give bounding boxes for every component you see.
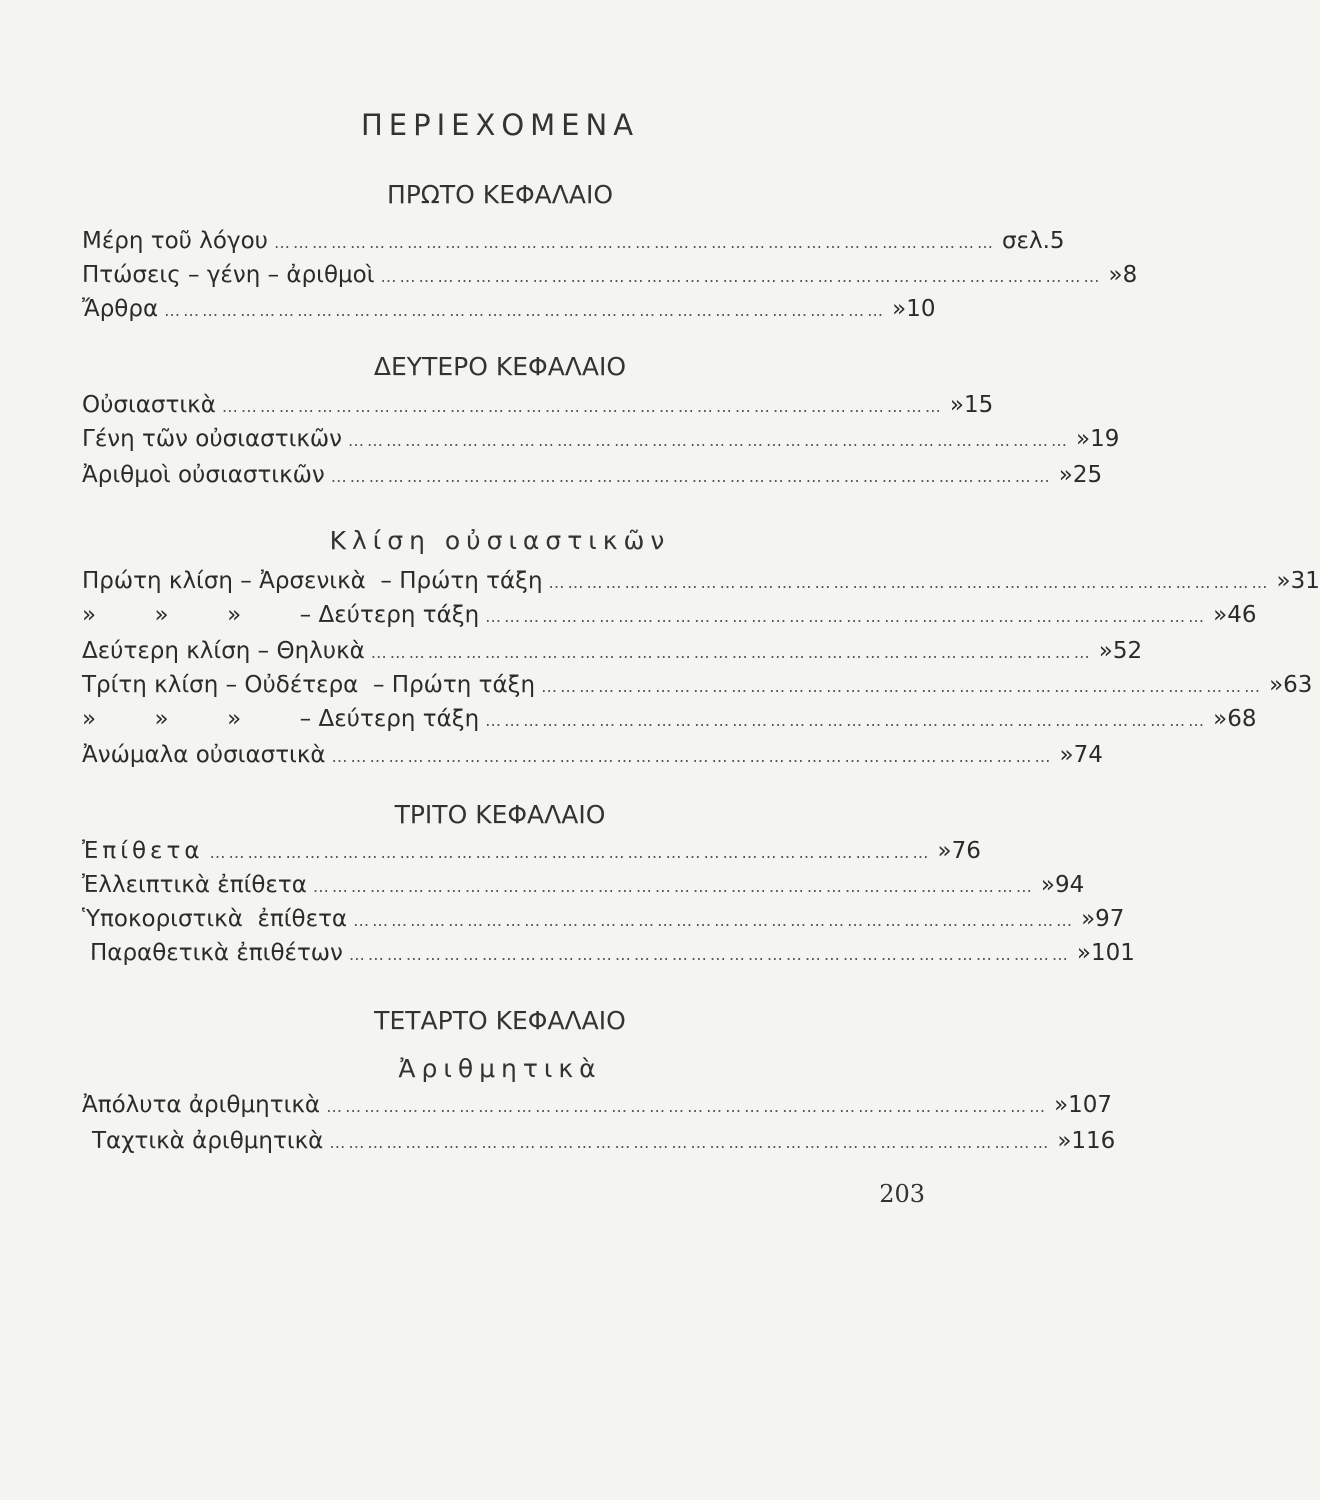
toc-entry: Γένη τῶν οὐσιαστικῶν …………………………………………………………………………………………………… » 19 bbox=[82, 422, 922, 456]
toc-entry: Πρώτη κλίση – Ἀρσενικὰ – Πρώτη τάξη …………………………………………………………………………………………………… » 31 bbox=[82, 564, 922, 598]
dot-leader: …………………………………………………………………………………………………… bbox=[380, 267, 1103, 286]
chapter-2-heading: ΔΕΥΤΕΡΟ ΚΕΦΑΛΑΙΟ bbox=[373, 352, 627, 381]
dot-leader: …………………………………………………………………………………………………… bbox=[370, 643, 1093, 662]
page-title: ΠΕΡΙΕΧΟΜΕΝΑ bbox=[360, 108, 640, 142]
toc-entry: Ἀπόλυτα ἀριθμητικὰ …………………………………………………………………………………………………… » 107 bbox=[82, 1088, 922, 1122]
page-number: 203 bbox=[879, 1180, 925, 1208]
dot-leader: …………………………………………………………………………………………………… bbox=[348, 431, 1071, 450]
dot-leader: …………………………………………………………………………………………………… bbox=[164, 301, 887, 320]
toc-entry: Τρίτη κλίση – Οὐδέτερα – Πρώτη τάξη …………………………………………………………………………………………………… » 63 bbox=[82, 668, 922, 702]
chapter-4-heading: ΤΕΤΑΡΤΟ ΚΕΦΑΛΑΙΟ bbox=[374, 1006, 626, 1035]
toc-entry: Ἄρθρα …………………………………………………………………………………………………… » 10 bbox=[82, 292, 922, 326]
toc-entry: » » » – Δεύτερη τάξη …………………………………………………………………………………………………… » 46 bbox=[82, 598, 922, 632]
dot-leader: …………………………………………………………………………………………………… bbox=[273, 233, 996, 252]
toc-entry: Δεύτερη κλίση – Θηλυκὰ …………………………………………………………………………………………………… » 52 bbox=[82, 634, 922, 668]
dot-leader: …………………………………………………………………………………………………… bbox=[485, 607, 1208, 626]
toc-entry: Ἀριθμοὶ οὐσιαστικῶν …………………………………………………………………………………………………… » 25 bbox=[82, 458, 922, 492]
toc-entry: Ὑποκοριστικὰ ἐπίθετα …………………………………………………………………………………………………… » 97 bbox=[82, 902, 922, 936]
toc-entry: Οὐσιαστικὰ …………………………………………………………………………………………………… » 15 bbox=[82, 388, 922, 422]
dot-leader: …………………………………………………………………………………………………… bbox=[348, 945, 1071, 964]
toc-entry: Ἐλλειπτικὰ ἐπίθετα …………………………………………………………………………………………………… » 94 bbox=[82, 868, 922, 902]
toc-entry: Ἐπίθετα …………………………………………………………………………………………………… » 76 bbox=[82, 834, 922, 868]
dot-leader: …………………………………………………………………………………………………… bbox=[331, 747, 1054, 766]
toc-entry: Πτώσεις – γένη – ἀριθμοὶ …………………………………………………………………………………………………… » 8 bbox=[82, 258, 922, 292]
numerals-subheading: Ἀριθμητικὰ bbox=[398, 1054, 602, 1083]
dot-leader: …………………………………………………………………………………………………… bbox=[221, 397, 944, 416]
declension-subheading: Κλίση οὐσιαστικῶν bbox=[329, 526, 671, 555]
toc-entry: Ταχτικὰ ἀριθμητικὰ …………………………………………………………………………………………………… » 116 bbox=[82, 1124, 922, 1158]
dot-leader: …………………………………………………………………………………………………… bbox=[326, 1097, 1049, 1116]
dot-leader: …………………………………………………………………………………………………… bbox=[209, 843, 932, 862]
dot-leader: …………………………………………………………………………………………………… bbox=[548, 573, 1271, 592]
dot-leader: …………………………………………………………………………………………………… bbox=[312, 877, 1035, 896]
dot-leader: …………………………………………………………………………………………………… bbox=[330, 467, 1053, 486]
chapter-3-heading: ΤΡΙΤΟ ΚΕΦΑΛΑΙΟ bbox=[394, 800, 606, 829]
dot-leader: …………………………………………………………………………………………………… bbox=[353, 911, 1076, 930]
toc-entry: Παραθετικὰ ἐπιθέτων …………………………………………………………………………………………………… » 101 bbox=[82, 936, 922, 970]
dot-leader: …………………………………………………………………………………………………… bbox=[541, 677, 1264, 696]
toc-entry: Μέρη τοῦ λόγου …………………………………………………………………………………………………… σελ. 5 bbox=[82, 224, 922, 258]
chapter-1-heading: ΠΡΩΤΟ ΚΕΦΑΛΑΙΟ bbox=[386, 180, 614, 209]
toc-entry: Ἀνώμαλα οὐσιαστικὰ …………………………………………………………………………………………………… » 74 bbox=[82, 738, 922, 772]
dot-leader: …………………………………………………………………………………………………… bbox=[329, 1133, 1052, 1152]
dot-leader: …………………………………………………………………………………………………… bbox=[485, 711, 1208, 730]
toc-entry: » » » – Δεύτερη τάξη …………………………………………………………………………………………………… » 68 bbox=[82, 702, 922, 736]
